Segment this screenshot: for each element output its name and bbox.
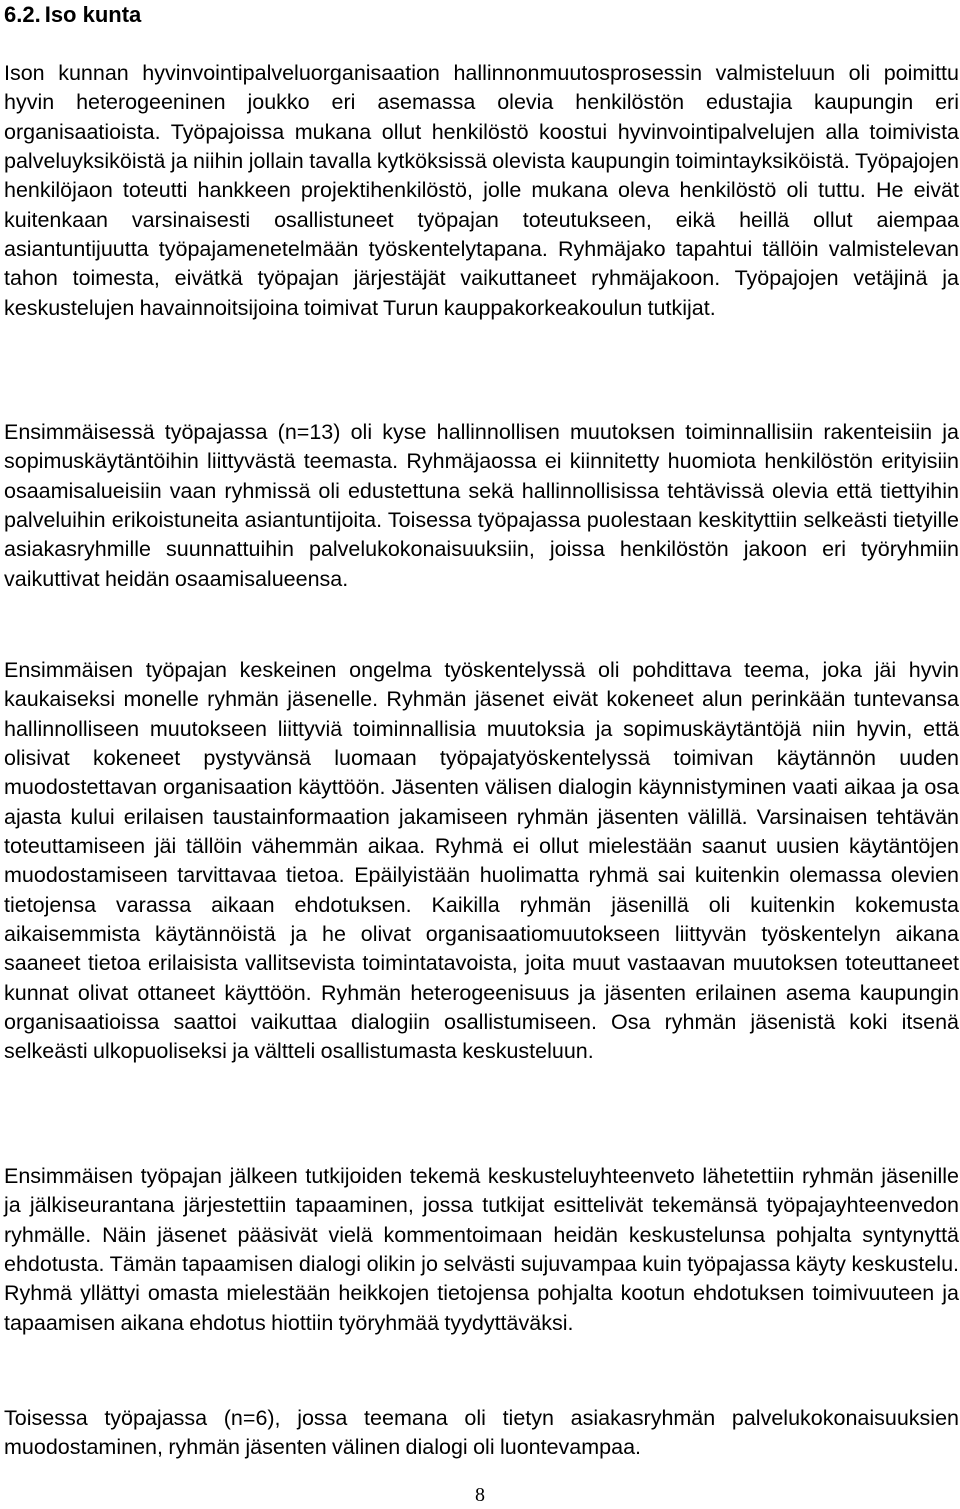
paragraph-1: Ison kunnan hyvinvointipalveluorganisaation hallinnonmuutosprosessin valmisteluun oli poimittu hyvin heterogeeninen joukko eri asemassa olevia henkilöstön edustajia kaupungin eri organisaatioista. Työpajoissa mukana ollut henkilöstö koostui hyvinvointipalvelujen alla toimivista palveluyksiköistä ja niihin jollain tavalla kytköksissä olevista kaupungin toimintayksiköistä. Työpajojen henkilöjaon toteutti hankkeen projektihenkilöstö, jolle mukana oleva henkilöstö oli tuttu. He eivät kuitenkaan varsinaisesti osallistuneet työpajan toteutukseen, eikä heillä ollut aiempaa asiantuntijuutta työpajamenetelmään työskentelytapana. Ryhmäjako tapahtui tällöin valmistelevan tahon toimesta, eivätkä työpajan järjestäjät vaikuttaneet ryhmäjakoon. Työpajojen vetäjinä ja keskustelujen havainnoitsijoina toimivat Turun kauppakorkeakoulun tutkijat. [4, 61, 959, 320]
paragraph-4: Ensimmäisen työpajan jälkeen tutkijoiden tekemä keskusteluyhteenveto lähetettiin ryhmän jäsenille ja jälkiseurantana järjestettiin tapaaminen, jossa tutkijat esittelivät tekemänsä työpajayhteenvedon ryhmälle. Näin jäsenet pääsivät vielä kommentoimaan heidän keskustelunsa pohjalta syntynyttä ehdotusta. Tämän tapaamisen dialogi olikin jo selvästi sujuvampaa kuin työpajassa käyty keskustelu. Ryhmä yllättyi omasta mielestään heikkojen tietojensa pohjalta kootun ehdotuksen toimivuuteen ja tapaamisen aikana ehdotus hiottiin työryhmää tyydyttäväksi. [4, 1164, 959, 1335]
page-number: 8 [475, 1484, 485, 1506]
section-heading [4, 0, 141, 30]
paragraph-5: Toisessa työpajassa (n=6), jossa teemana oli tietyn asiakasryhmän palvelukokonaisuuksien muodostaminen, ryhmän jäsenten välinen dialogi oli luontevampaa. [4, 1406, 959, 1460]
paragraph-2: Ensimmäisessä työpajassa (n=13) oli kyse hallinnollisen muutoksen toiminnallisiin rakenteisiin ja sopimuskäytäntöihin liittyvästä teemasta. Ryhmäjaossa ei kiinnitetty huomiota henkilöstön erityisiin osaamisalueisiin vaan ryhmissä oli edustettuna sekä hallinnollisissa tehtävissä olevia että tiettyihin palveluihin erikoistuneita asiantuntijoita. Toisessa työpajassa puolestaan keskityttiin selkeästi tietyille asiakasryhmille suunnattuihin palvelukokonaisuuksiin, joissa henkilöstön jakoon eri työryhmiin vaikuttivat heidän osaamisalueensa. [4, 420, 959, 591]
section-number: 6.2. [4, 2, 41, 27]
section-title: Iso kunta [44, 2, 142, 27]
paragraph-3: Ensimmäisen työpajan keskeinen ongelma työskentelyssä oli pohdittava teema, joka jäi hyvin kaukaiseksi monelle ryhmän jäsenelle. Ryhmän jäsenet eivät kokeneet alun perinkään tuntevansa hallinnolliseen muutokseen liittyviä toiminnallisia muutoksia ja sopimuskäytäntöjä niin hyvin, että olisivat kokeneet pystyvänsä luomaan työpajatyöskentelyssä toimivan käytännön uuden muodostettavan organisaation käyttöön. Jäsenten välisen dialogin käynnistyminen vaati aikaa ja osa ajasta kului erilaisen taustainformaation jakamiseen ryhmän jäsenten välillä. Varsinaisen tehtävän toteuttamiseen jäi tällöin vähemmän aikaa. Ryhmä ei ollut mielestään saanut uusien käytäntöjen muodostamiseen tarvittavaa tietoa. Epäilyistään huolimatta ryhmä sai kuitenkin olemassa olevien tietojensa varassa aikaan ehdotuksen. Kaikilla ryhmän jäsenillä oli kuitenkin kokemusta aikaisemmista käytännöistä ja he olivat organisaatiomuutokseen liittyvän työskentelyn aikana saaneet tietoa erilaisista vallitsevista toimintatavoista, joita muut vastaavan muutoksen toteuttaneet kunnat olivat ottaneet käyttöön. Ryhmän heterogeenisuus ja jäsenten erilainen asema kaupungin organisaatioissa saattoi vaikuttaa dialogiin osallistumiseen. Osa ryhmän jäsenistä koki itsenä selkeästi ulkopuoliseksi ja vältteli osallistumasta keskusteluun. [4, 658, 959, 1064]
